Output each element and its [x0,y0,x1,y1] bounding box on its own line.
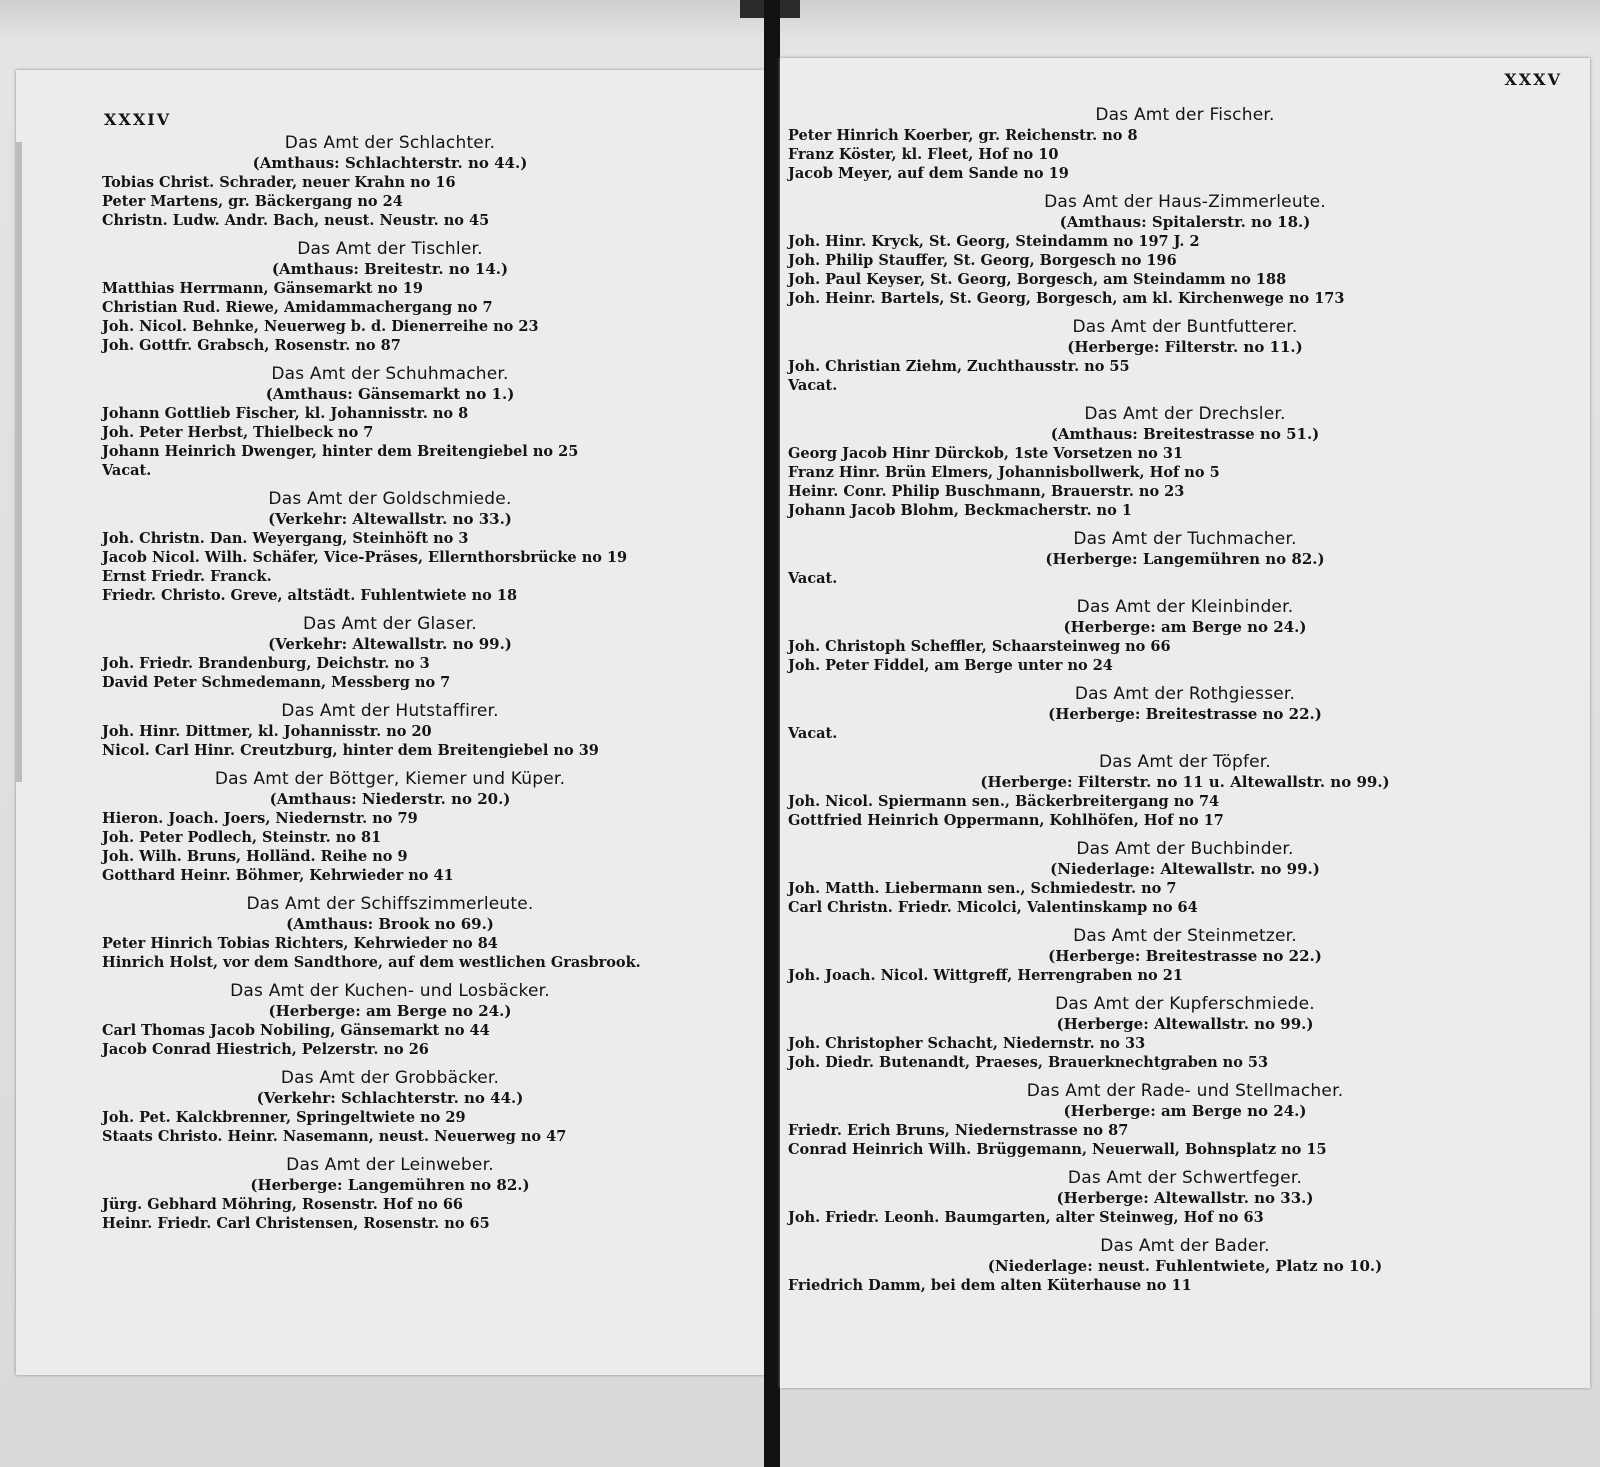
member-entry: Joh. Christian Ziehm, Zuchthausstr. no 55 [788,358,1130,375]
guild-section [780,993,1590,1080]
guild-section [780,751,1590,838]
member-entry: Matthias Herrmann, Gänsemarkt no 19 [102,280,423,297]
guild-meeting-place: (Amthaus: Brook no 69.) [286,915,494,933]
guild-meeting-place: (Amthaus: Spitalerstr. no 18.) [1059,213,1311,231]
section-gap [780,520,1590,528]
member-entry: Friedr. Christo. Greve, altstädt. Fuhlentwiete no 18 [102,587,518,604]
section-gap [780,917,1590,925]
member-entry: Heinr. Friedr. Carl Christensen, Rosenstr. no 65 [102,1215,490,1232]
guild-meeting-place: (Amthaus: Breitestr. no 14.) [271,260,509,278]
guild-section [780,403,1590,528]
guild-meeting-place: (Herberge: Filterstr. no 11.) [1067,338,1303,356]
member-entry: Joh. Heinr. Bartels, St. Georg, Borgesch, am kl. Kirchenwege no 173 [788,290,1345,307]
section-gap [780,1072,1590,1080]
section-gap [780,183,1590,191]
guild-meeting-place: (Amthaus: Schlachterstr. no 44.) [252,154,528,172]
page-number: XXXIV [104,110,172,129]
guild-title: Das Amt der Buchbinder. [1076,839,1294,859]
member-entry: Joh. Nicol. Behnke, Neuerweg b. d. Dienerreihe no 23 [102,318,539,335]
guild-title: Das Amt der Haus-Zimmerleute. [1044,192,1326,212]
guild-meeting-place: (Herberge: Altewallstr. no 33.) [1056,1189,1314,1207]
member-entry: Georg Jacob Hinr Dürckob, 1ste Vorsetzen no 31 [788,445,1184,462]
guild-section [780,104,1590,191]
member-entry: Carl Thomas Jacob Nobiling, Gänsemarkt no 44 [102,1022,490,1039]
member-entry: Peter Hinrich Tobias Richters, Kehrwieder no 84 [102,935,498,952]
section-gap [780,588,1590,596]
section-gap [780,985,1590,993]
guild-title: Das Amt der Buntfutterer. [1072,317,1298,337]
section-gap [16,605,764,613]
member-entry: Joh. Joach. Nicol. Wittgreff, Herrengraben no 21 [788,967,1183,984]
member-entry: Joh. Christn. Dan. Weyergang, Steinhöft no 3 [102,530,469,547]
member-entry: Christian Rud. Riewe, Amidammachergang no 7 [102,299,493,316]
guild-section [780,838,1590,925]
guild-title: Das Amt der Rothgiesser. [1074,684,1296,704]
guild-title: Das Amt der Bader. [1100,1236,1270,1256]
member-entry: Joh. Hinr. Dittmer, kl. Johannisstr. no 20 [102,723,432,740]
section-gap [16,480,764,488]
guild-section [780,1080,1590,1167]
member-entry: Joh. Paul Keyser, St. Georg, Borgesch, am Steindamm no 188 [788,271,1287,288]
member-entry: Joh. Gottfr. Grabsch, Rosenstr. no 87 [102,337,401,354]
member-entry: Joh. Pet. Kalckbrenner, Springeltwiete no 29 [102,1109,466,1126]
guild-section [16,132,764,238]
guild-meeting-place: (Niederlage: Altewallstr. no 99.) [1050,860,1320,878]
member-entry: Joh. Christoph Scheffler, Schaarsteinweg no 66 [788,638,1171,655]
guild-section [16,488,764,613]
member-entry: Vacat. [102,462,152,479]
guild-section [16,893,764,980]
section-gap [780,1295,1590,1303]
member-entry: Staats Christo. Heinr. Nasemann, neust. Neuerweg no 47 [102,1128,567,1145]
left-page-content [16,132,764,1241]
guild-title: Das Amt der Hutstaffirer. [281,701,499,721]
guild-meeting-place: (Herberge: Altewallstr. no 99.) [1056,1015,1314,1033]
member-entry: Vacat. [788,377,838,394]
member-entry: Christn. Ludw. Andr. Bach, neust. Neustr. no 45 [102,212,490,229]
member-entry: Jürg. Gebhard Möhring, Rosenstr. Hof no 66 [102,1196,463,1213]
member-entry: Vacat. [788,570,838,587]
member-entry: Joh. Friedr. Brandenburg, Deichstr. no 3 [102,655,430,672]
guild-title: Das Amt der Kleinbinder. [1076,597,1294,617]
guild-title: Das Amt der Fischer. [1095,105,1275,125]
guild-title: Das Amt der Grobbäcker. [280,1068,500,1088]
guild-title: Das Amt der Goldschmiede. [268,489,512,509]
guild-section [780,528,1590,596]
guild-section [780,1235,1590,1303]
member-entry: David Peter Schmedemann, Messberg no 7 [102,674,451,691]
guild-title: Das Amt der Tischler. [297,239,483,259]
section-gap [780,395,1590,403]
guild-title: Das Amt der Böttger, Kiemer und Küper. [214,769,566,789]
left-page [16,70,764,1375]
guild-title: Das Amt der Kupferschmiede. [1055,994,1315,1014]
member-entry: Joh. Peter Podlech, Steinstr. no 81 [102,829,382,846]
member-entry: Ernst Friedr. Franck. [102,568,272,585]
guild-meeting-place: (Verkehr: Altewallstr. no 33.) [268,510,512,528]
guild-meeting-place: (Amthaus: Gänsemarkt no 1.) [265,385,515,403]
member-entry: Tobias Christ. Schrader, neuer Krahn no 16 [102,174,456,191]
guild-title: Das Amt der Steinmetzer. [1073,926,1297,946]
member-entry: Johann Jacob Blohm, Beckmacherstr. no 1 [788,502,1132,519]
member-entry: Gottfried Heinrich Oppermann, Kohlhöfen, Hof no 17 [788,812,1224,829]
member-entry: Jacob Nicol. Wilh. Schäfer, Vice-Präses, Ellernthorsbrücke no 19 [102,549,628,566]
guild-section [16,613,764,700]
guild-title: Das Amt der Tuchmacher. [1073,529,1297,549]
member-entry: Friedrich Damm, bei dem alten Küterhause no 11 [788,1277,1192,1294]
member-entry: Vacat. [788,725,838,742]
book-gutter [764,0,780,1467]
member-entry: Joh. Peter Fiddel, am Berge unter no 24 [788,657,1113,674]
guild-title: Das Amt der Schiffszimmerleute. [246,894,534,914]
member-entry: Joh. Diedr. Butenandt, Praeses, Brauerknechtgraben no 53 [788,1054,1269,1071]
guild-section [16,1154,764,1241]
member-entry: Conrad Heinrich Wilh. Brüggemann, Neuerwall, Bohnsplatz no 15 [788,1141,1327,1158]
section-gap [16,1233,764,1241]
guild-meeting-place: (Herberge: Breitestrasse no 22.) [1048,705,1322,723]
member-entry: Peter Hinrich Koerber, gr. Reichenstr. no 8 [788,127,1138,144]
member-entry: Joh. Nicol. Spiermann sen., Bäckerbreitergang no 74 [788,793,1220,810]
guild-meeting-place: (Niederlage: neust. Fuhlentwiete, Platz no 10.) [987,1257,1383,1275]
guild-meeting-place: (Herberge: am Berge no 24.) [1063,1102,1307,1120]
guild-meeting-place: (Verkehr: Schlachterstr. no 44.) [256,1089,524,1107]
guild-section [780,1167,1590,1235]
member-entry: Joh. Friedr. Leonh. Baumgarten, alter Steinweg, Hof no 63 [788,1209,1264,1226]
guild-meeting-place: (Herberge: am Berge no 24.) [268,1002,512,1020]
section-gap [16,1059,764,1067]
guild-title: Das Amt der Rade- und Stellmacher. [1026,1081,1344,1101]
guild-meeting-place: (Herberge: Langemühren no 82.) [1045,550,1325,568]
member-entry: Hieron. Joach. Joers, Niedernstr. no 79 [102,810,418,827]
member-entry: Carl Christn. Friedr. Micolci, Valentinskamp no 64 [788,899,1198,916]
guild-meeting-place: (Herberge: Filterstr. no 11 u. Altewallstr. no 99.) [980,773,1390,791]
member-entry: Franz Köster, kl. Fleet, Hof no 10 [788,146,1059,163]
member-entry: Johann Gottlieb Fischer, kl. Johannisstr. no 8 [102,405,469,422]
guild-section [16,1067,764,1154]
member-entry: Friedr. Erich Bruns, Niedernstrasse no 87 [788,1122,1129,1139]
guild-title: Das Amt der Töpfer. [1098,752,1272,772]
member-entry: Hinrich Holst, vor dem Sandthore, auf dem westlichen Grasbrook. [102,954,641,971]
guild-section [780,596,1590,683]
guild-title: Das Amt der Drechsler. [1084,404,1286,424]
guild-section [780,683,1590,751]
guild-meeting-place: (Herberge: Langemühren no 82.) [250,1176,530,1194]
member-entry: Nicol. Carl Hinr. Creutzburg, hinter dem Breitengiebel no 39 [102,742,599,759]
guild-meeting-place: (Amthaus: Niederstr. no 20.) [269,790,511,808]
guild-section [16,238,764,363]
guild-meeting-place: (Herberge: am Berge no 24.) [1063,618,1307,636]
right-page [780,58,1590,1388]
section-gap [780,743,1590,751]
guild-title: Das Amt der Schuhmacher. [271,364,509,384]
member-entry: Peter Martens, gr. Bäckergang no 24 [102,193,403,210]
guild-section [16,768,764,893]
member-entry: Joh. Hinr. Kryck, St. Georg, Steindamm no 197 J. 2 [788,233,1200,250]
guild-section [16,980,764,1067]
guild-section [780,316,1590,403]
section-gap [16,692,764,700]
guild-meeting-place: (Herberge: Breitestrasse no 22.) [1048,947,1322,965]
member-entry: Joh. Philip Stauffer, St. Georg, Borgesch no 196 [788,252,1177,269]
section-gap [780,1159,1590,1167]
member-entry: Joh. Peter Herbst, Thielbeck no 7 [102,424,374,441]
member-entry: Joh. Matth. Liebermann sen., Schmiedestr. no 7 [788,880,1177,897]
member-entry: Jacob Conrad Hiestrich, Pelzerstr. no 26 [102,1041,429,1058]
section-gap [780,675,1590,683]
guild-title: Das Amt der Leinweber. [286,1155,494,1175]
section-gap [16,760,764,768]
guild-section [780,925,1590,993]
guild-section [780,191,1590,316]
section-gap [16,885,764,893]
guild-title: Das Amt der Glaser. [303,614,477,634]
member-entry: Johann Heinrich Dwenger, hinter dem Breitengiebel no 25 [102,443,579,460]
member-entry: Joh. Christopher Schacht, Niedernstr. no 33 [788,1035,1146,1052]
member-entry: Gotthard Heinr. Böhmer, Kehrwieder no 41 [102,867,454,884]
guild-meeting-place: (Amthaus: Breitestrasse no 51.) [1050,425,1320,443]
right-page-content [780,104,1590,1303]
member-entry: Joh. Wilh. Bruns, Holländ. Reihe no 9 [102,848,408,865]
section-gap [16,972,764,980]
guild-title: Das Amt der Schwertfeger. [1067,1168,1303,1188]
section-gap [780,1227,1590,1235]
section-gap [16,355,764,363]
page-number: XXXV [1504,70,1562,89]
member-entry: Heinr. Conr. Philip Buschmann, Brauerstr. no 23 [788,483,1185,500]
section-gap [780,308,1590,316]
member-entry: Franz Hinr. Brün Elmers, Johannisbollwerk, Hof no 5 [788,464,1220,481]
member-entry: Jacob Meyer, auf dem Sande no 19 [788,165,1069,182]
section-gap [16,230,764,238]
section-gap [16,1146,764,1154]
guild-section [16,700,764,768]
guild-title: Das Amt der Kuchen- und Losbäcker. [230,981,550,1001]
guild-title: Das Amt der Schlachter. [284,133,496,153]
guild-section [16,363,764,488]
guild-meeting-place: (Verkehr: Altewallstr. no 99.) [268,635,512,653]
section-gap [780,830,1590,838]
